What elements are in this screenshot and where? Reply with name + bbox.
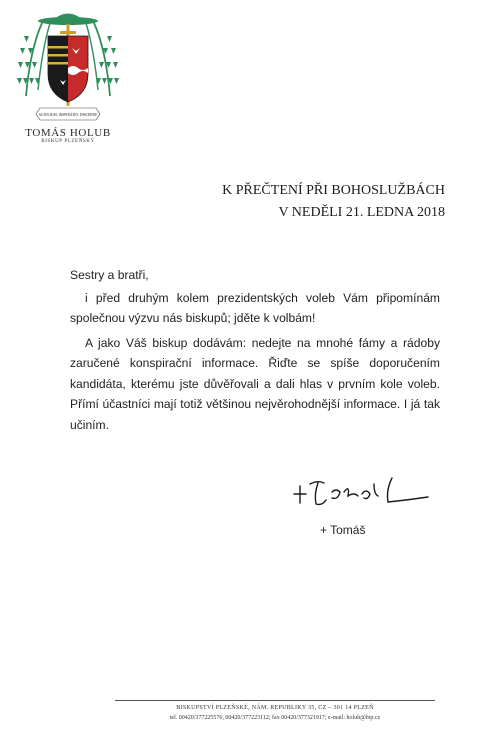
footer-divider xyxy=(115,700,435,701)
footer-address: BISKUPSTVÍ PLZEŇSKÉ, NÁM. REPUBLIKY 35, CZ – 301 14 PLZEŇ xyxy=(176,705,374,711)
heading-line-1: K PŘEČTENÍ PŘI BOHOSLUŽBÁCH xyxy=(222,183,445,198)
handwritten-signature-icon xyxy=(288,470,438,510)
coat-of-arms-icon xyxy=(16,10,120,128)
salutation: Sestry a bratři, xyxy=(70,268,149,282)
footer-contact: tel. 00420/377225576, 00420/377223112; fax 00420/377321917; e-mail: holub@bip.cz xyxy=(169,715,381,721)
letter-heading xyxy=(200,180,445,224)
heading-line-2: V NEDĚLI 21. LEDNA 2018 xyxy=(278,205,445,220)
paragraph-2: A jako Váš biskup dodávám: nedejte na mnohé fámy a rádoby zaručené konspirační informace. Řiďte se spíše doporučením kandidáta, kterému jste důvěřovali a dali hlas v prvním kole voleb. Přímí účastníci mají totiž většinou nejvěrohodnější informace. I já tak učiním. xyxy=(70,335,440,432)
motto-text: AUXILIUM, INSPIRATIO, DISCERNE xyxy=(38,113,98,117)
signature-name: + Tomáš xyxy=(320,523,366,537)
bishop-title: BISKUP PLZEŇSKÝ xyxy=(41,139,95,144)
letter-body xyxy=(70,265,440,435)
paragraph-1: i před druhým kolem prezidentských voleb Vám připomínám společnou výzvu nás biskupů; jděte k volbám! xyxy=(70,290,440,325)
bishop-name: TOMÁS HOLUB xyxy=(25,127,111,139)
